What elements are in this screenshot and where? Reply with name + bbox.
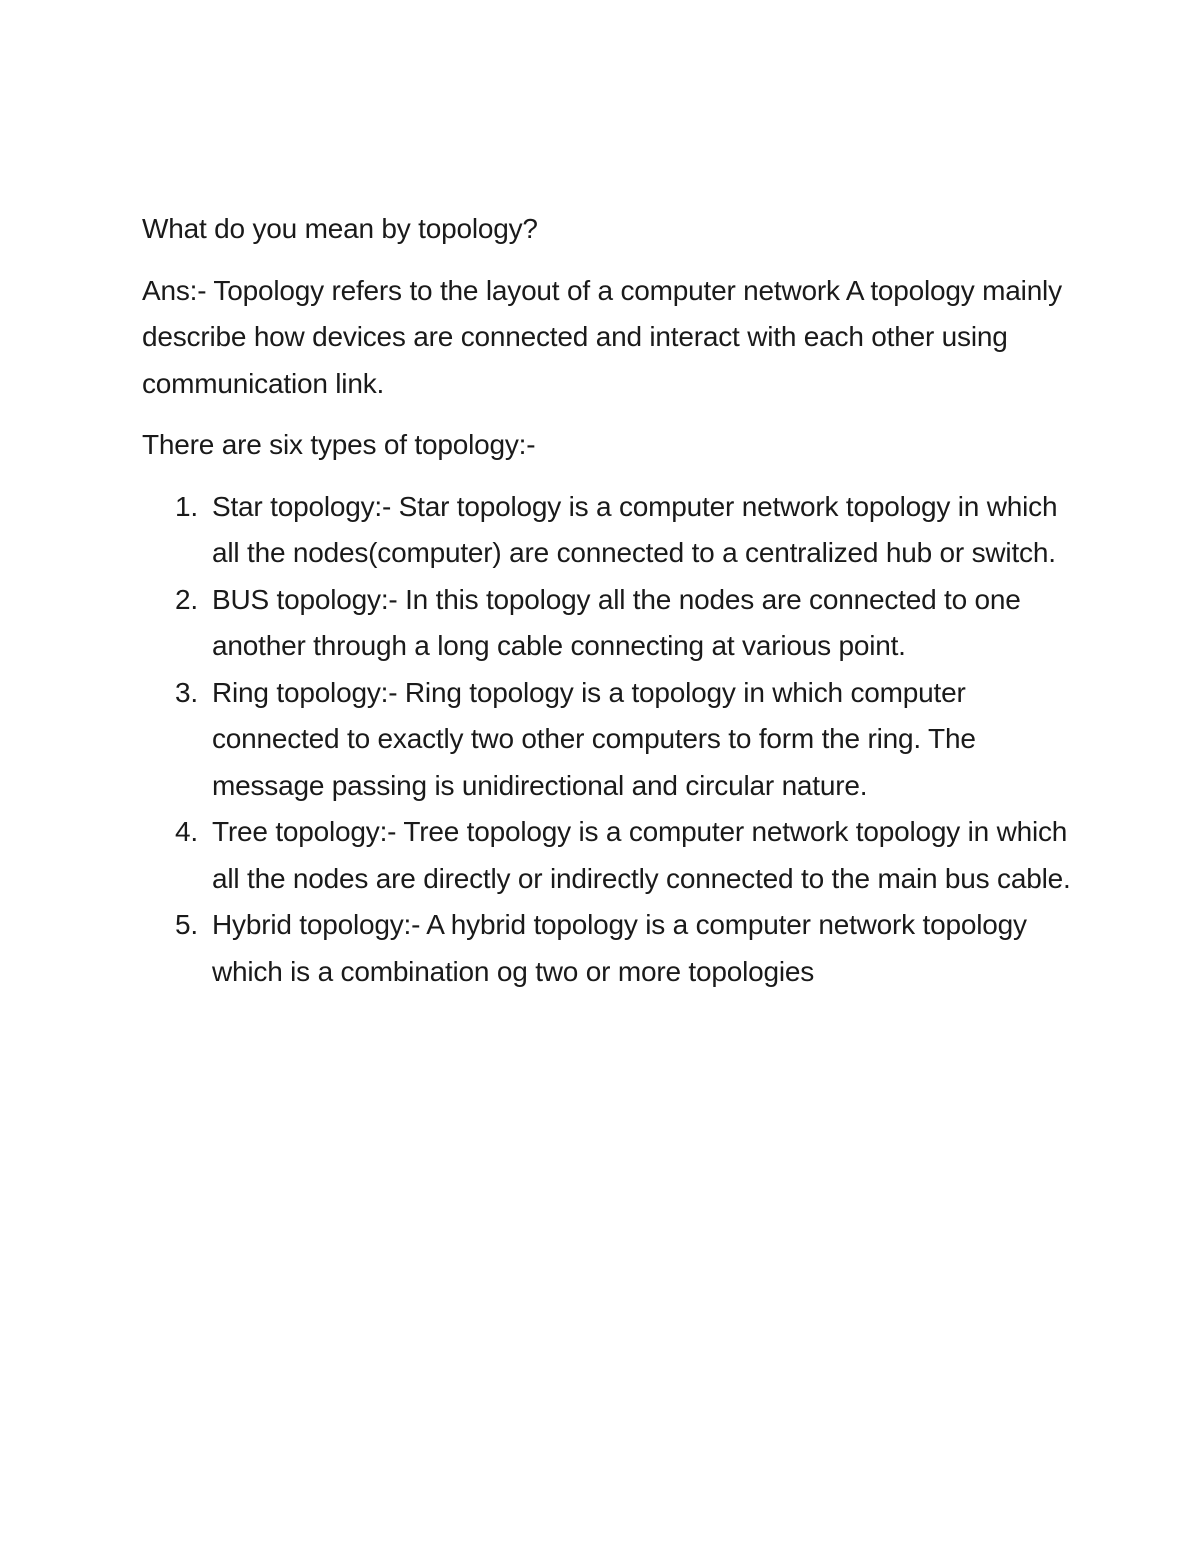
list-number: 5.: [175, 909, 198, 940]
list-item-text: Tree topology:- Tree topology is a computer network topology in which all the nodes are directly or indirectly connected to the main bus cable.: [212, 816, 1071, 894]
list-item-bus: [142, 577, 1072, 670]
list-item-text: Ring topology:- Ring topology is a topology in which computer connected to exactly two other computers to form the ring. The message passing is unidirectional and circular nature.: [212, 676, 976, 801]
question-heading: What do you mean by topology?: [142, 213, 538, 244]
list-item-tree: [142, 809, 1072, 902]
list-item-text: Star topology:- Star topology is a computer network topology in which all the nodes(computer) are connected to a centralized hub or switch.: [212, 490, 1058, 568]
list-number: 2.: [175, 583, 198, 615]
topology-list: [142, 484, 1072, 996]
list-number: 4.: [175, 816, 198, 847]
document-body: [142, 206, 1072, 995]
list-number: 1.: [175, 490, 198, 522]
list-item-star: [142, 484, 1072, 577]
list-item-text: Hybrid topology:- A hybrid topology is a computer network topology which is a combination og two or more topologies: [212, 909, 1027, 987]
answer-paragraph: Ans:- Topology refers to the layout of a computer network A topology mainly describe how devices are connected and interact with each other using communication link.: [142, 274, 1062, 399]
list-number: 3.: [175, 676, 198, 708]
list-item-hybrid: [142, 902, 1072, 995]
list-item-ring: [142, 670, 1072, 810]
list-item-text: BUS topology:- In this topology all the nodes are connected to one another through a long cable connecting at various point.: [212, 583, 1021, 661]
intro-paragraph: There are six types of topology:-: [142, 429, 536, 460]
